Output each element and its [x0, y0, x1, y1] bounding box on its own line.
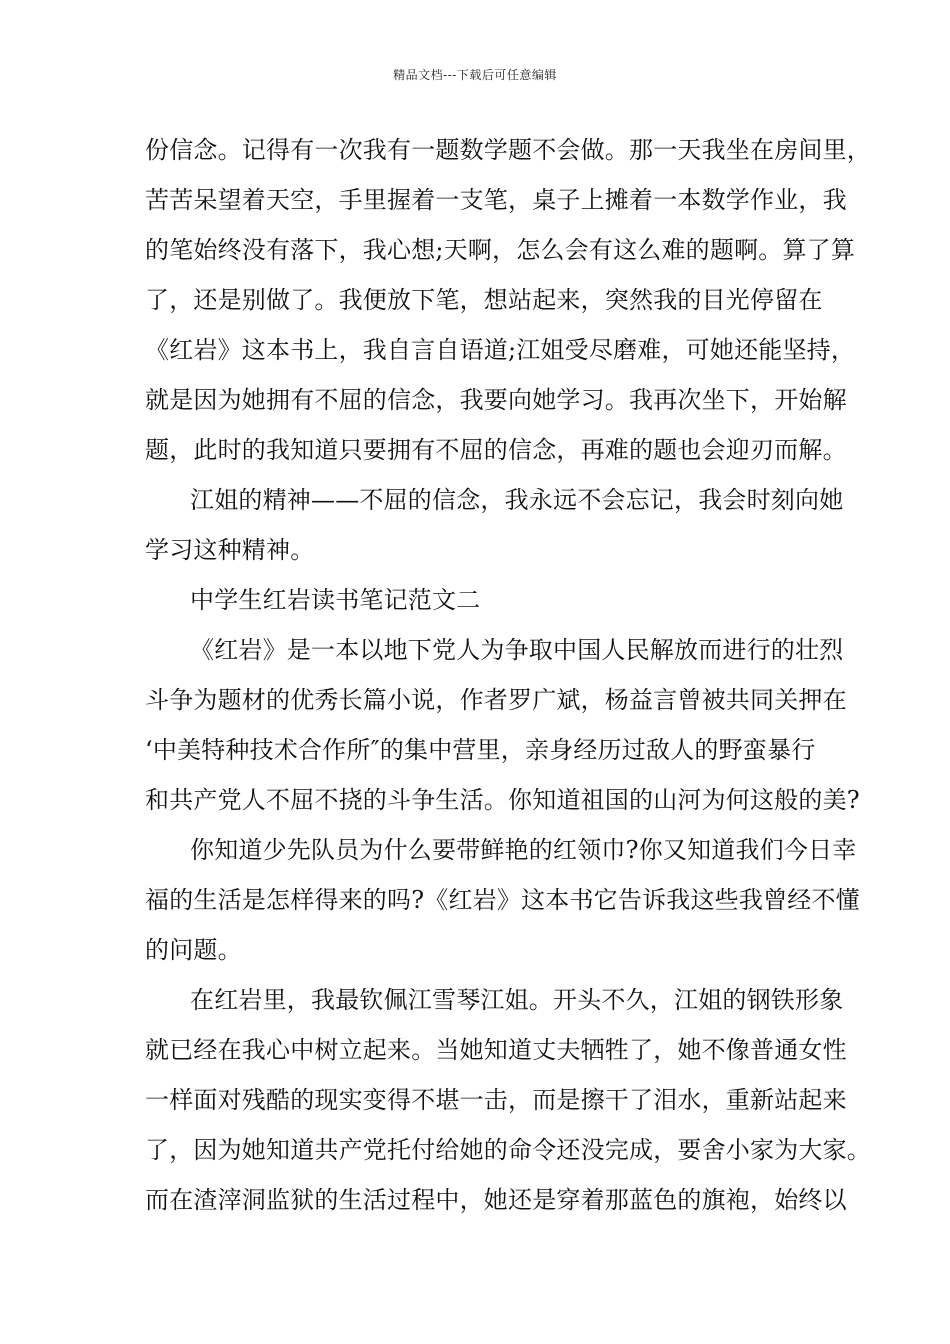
section-title: 中学生红岩读书笔记范文二: [190, 586, 481, 614]
text-line: 的笔始终没有落下，我心想;天啊，怎么会有这么难的题啊。算了算: [145, 236, 856, 264]
text-line: 一样面对残酷的现实变得不堪一击，而是擦干了泪水，重新站起来: [145, 1086, 847, 1114]
text-line: 而在渣滓洞监狱的生活过程中，她还是穿着那蓝色的旗袍，始终以: [145, 1186, 847, 1214]
page-header: 精品文档---下载后可任意编辑: [393, 68, 557, 82]
text-line: ‘中美特种技术合作所″的集中营里，亲身经历过敌人的野蛮暴行: [145, 736, 816, 764]
text-line: 份信念。记得有一次我有一题数学题不会做。那一天我坐在房间里，: [145, 136, 871, 164]
text-line: 了，因为她知道共产党托付给她的命令还没完成，要舍小家为大家。: [145, 1136, 871, 1164]
paragraph-start-line: 你知道少先队员为什么要带鲜艳的红领巾?你又知道我们今日幸: [190, 836, 857, 864]
text-line: 福的生活是怎样得来的吗?《红岩》这本书它告诉我这些我曾经不懂: [145, 886, 860, 914]
text-line: 斗争为题材的优秀长篇小说，作者罗广斌，杨益言曾被共同关押在: [145, 686, 847, 714]
text-line: 和共产党人不屈不挠的斗争生活。你知道祖国的山河为何这般的美?: [145, 786, 860, 814]
text-line: 苦苦呆望着天空，手里握着一支笔，桌子上摊着一本数学作业，我: [145, 186, 847, 214]
body-text: [145, 130, 871, 1230]
text-line: 就已经在我心中树立起来。当她知道丈夫牺牲了，她不像普通女性: [145, 1036, 847, 1064]
text-line: 的问题。: [145, 936, 242, 964]
paragraph-start-line: 《红岩》是一本以地下党人为争取中国人民解放而进行的壮烈: [190, 636, 844, 664]
text-line: 就是因为她拥有不屈的信念，我要向她学习。我再次坐下，开始解: [145, 386, 847, 414]
text-line: 学习这种精神。: [145, 536, 315, 564]
text-line: 了，还是别做了。我便放下笔，想站起来，突然我的目光停留在: [145, 286, 823, 314]
paragraph-start-line: 在红岩里，我最钦佩江雪琴江姐。开头不久，江姐的钢铁形象: [190, 986, 844, 1014]
paragraph-start-line: 江姐的精神——不屈的信念，我永远不会忘记，我会时刻向她: [190, 486, 844, 514]
text-line: 《红岩》这本书上，我自言自语道;江姐受尽磨难，可她还能坚持，: [145, 336, 856, 364]
text-line: 题，此时的我知道只要拥有不屈的信念，再难的题也会迎刃而解。: [145, 436, 847, 464]
